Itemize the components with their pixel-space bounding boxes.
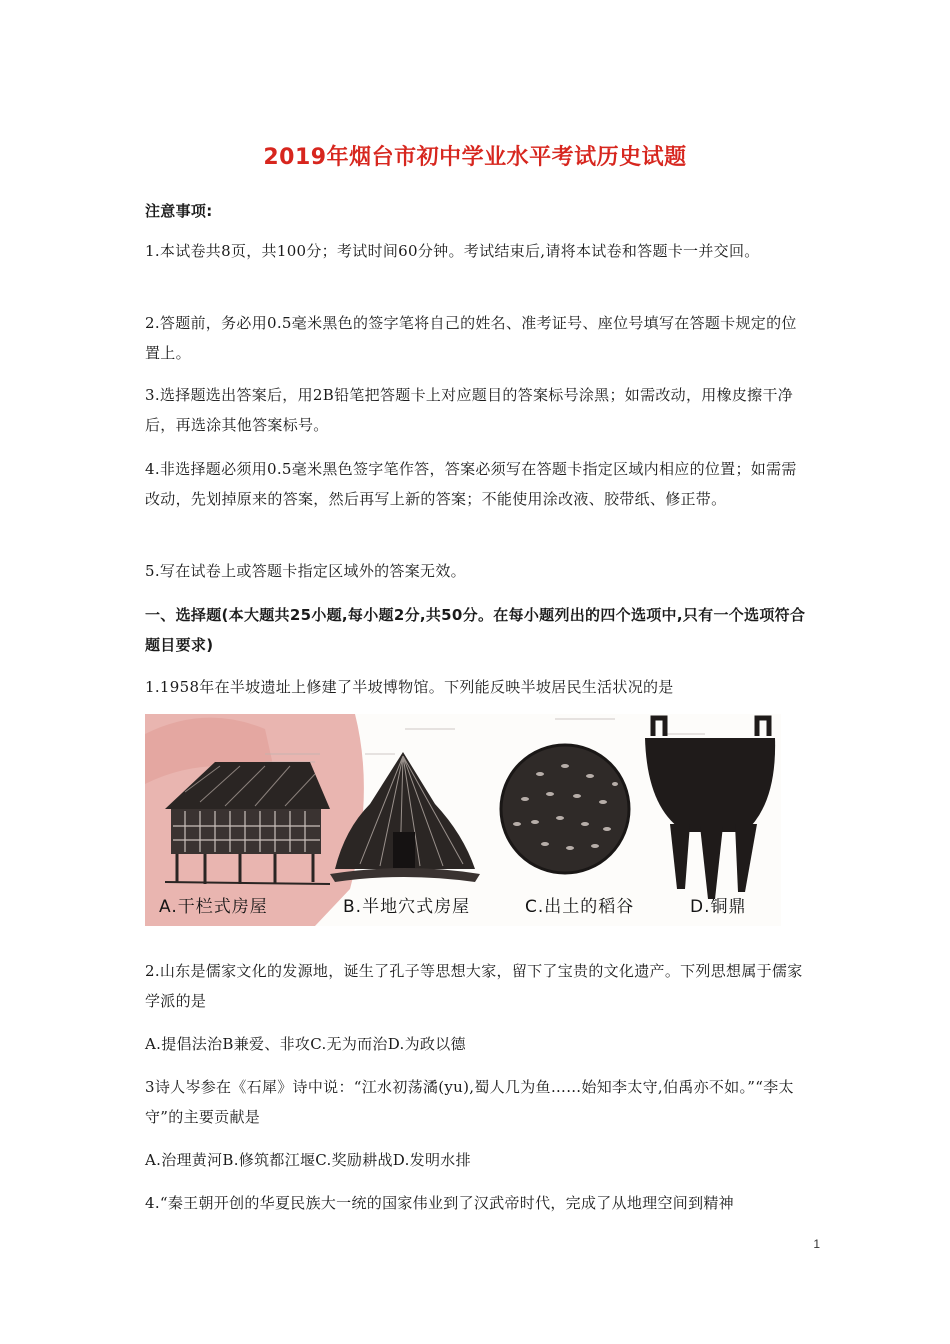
q1-option-d-caption: D.铜鼎	[690, 897, 747, 917]
q3-options: A.治理黄河B.修筑都江堰C.奖励耕战D.发明水排	[145, 1151, 471, 1169]
rice-grains-icon	[501, 745, 629, 873]
q1-option-b-caption: B.半地穴式房屋	[343, 897, 471, 917]
exam-title: 2019年烟台市初中学业水平考试历史试题	[263, 145, 687, 170]
q3-stem: 3诗人岑参在《石犀》诗中说：“江水初荡潏(yu),蜀人几为鱼……始知李太守,伯禹亦不如。”“李太守”的主要贡献是	[145, 1078, 794, 1126]
q2-options: A.提倡法治B兼爱、非攻C.无为而治D.为政以德	[145, 1035, 466, 1053]
q2-stem: 2.山东是儒家文化的发源地，诞生了孔子等思想大家，留下了宝贵的文化遗产。下列思想属于儒家学派的是	[145, 962, 803, 1010]
q1-option-a-caption: A.干栏式房屋	[159, 897, 268, 917]
page-number: 1	[813, 1237, 820, 1251]
notice-item-5: 5.写在试卷上或答题卡指定区域外的答案无效。	[145, 562, 466, 580]
notice-item-1: 1.本试卷共8页，共100分；考试时间60分钟。考试结束后,请将本试卷和答题卡一并交回。	[145, 242, 760, 260]
q1-stem: 1.1958年在半坡遗址上修建了半坡博物馆。下列能反映半坡居民生活状况的是	[145, 678, 674, 696]
q4-stem: 4.“秦王朝开创的华夏民族大一统的国家伟业到了汉武帝时代，完成了从地理空间到精神	[145, 1194, 734, 1212]
notice-item-3: 3.选择题选出答案后，用2B铅笔把答题卡上对应题目的答案标号涂黑；如需改动，用橡皮擦干净后，再选涂其他答案标号。	[145, 386, 794, 434]
q1-figure	[145, 714, 781, 926]
bronze-ding-icon	[645, 718, 775, 899]
section1-heading: 一、选择题(本大题共25小题,每小题2分,共50分。在每小题列出的四个选项中,只有一个选项符合题目要求)	[145, 606, 806, 654]
notice-heading: 注意事项:	[145, 202, 213, 220]
notice-item-2: 2.答题前，务必用0.5毫米黑色的签字笔将自己的姓名、准考证号、座位号填写在答题卡规定的位置上。	[145, 314, 797, 362]
notice-item-4: 4.非选择题必须用0.5毫米黑色签字笔作答，答案必须写在答题卡指定区域内相应的位置；如需需改动，先划掉原来的答案，然后再写上新的答案；不能使用涂改液、胶带纸、修正带。	[145, 460, 797, 508]
q1-option-c-caption: C.出土的稻谷	[525, 897, 635, 917]
